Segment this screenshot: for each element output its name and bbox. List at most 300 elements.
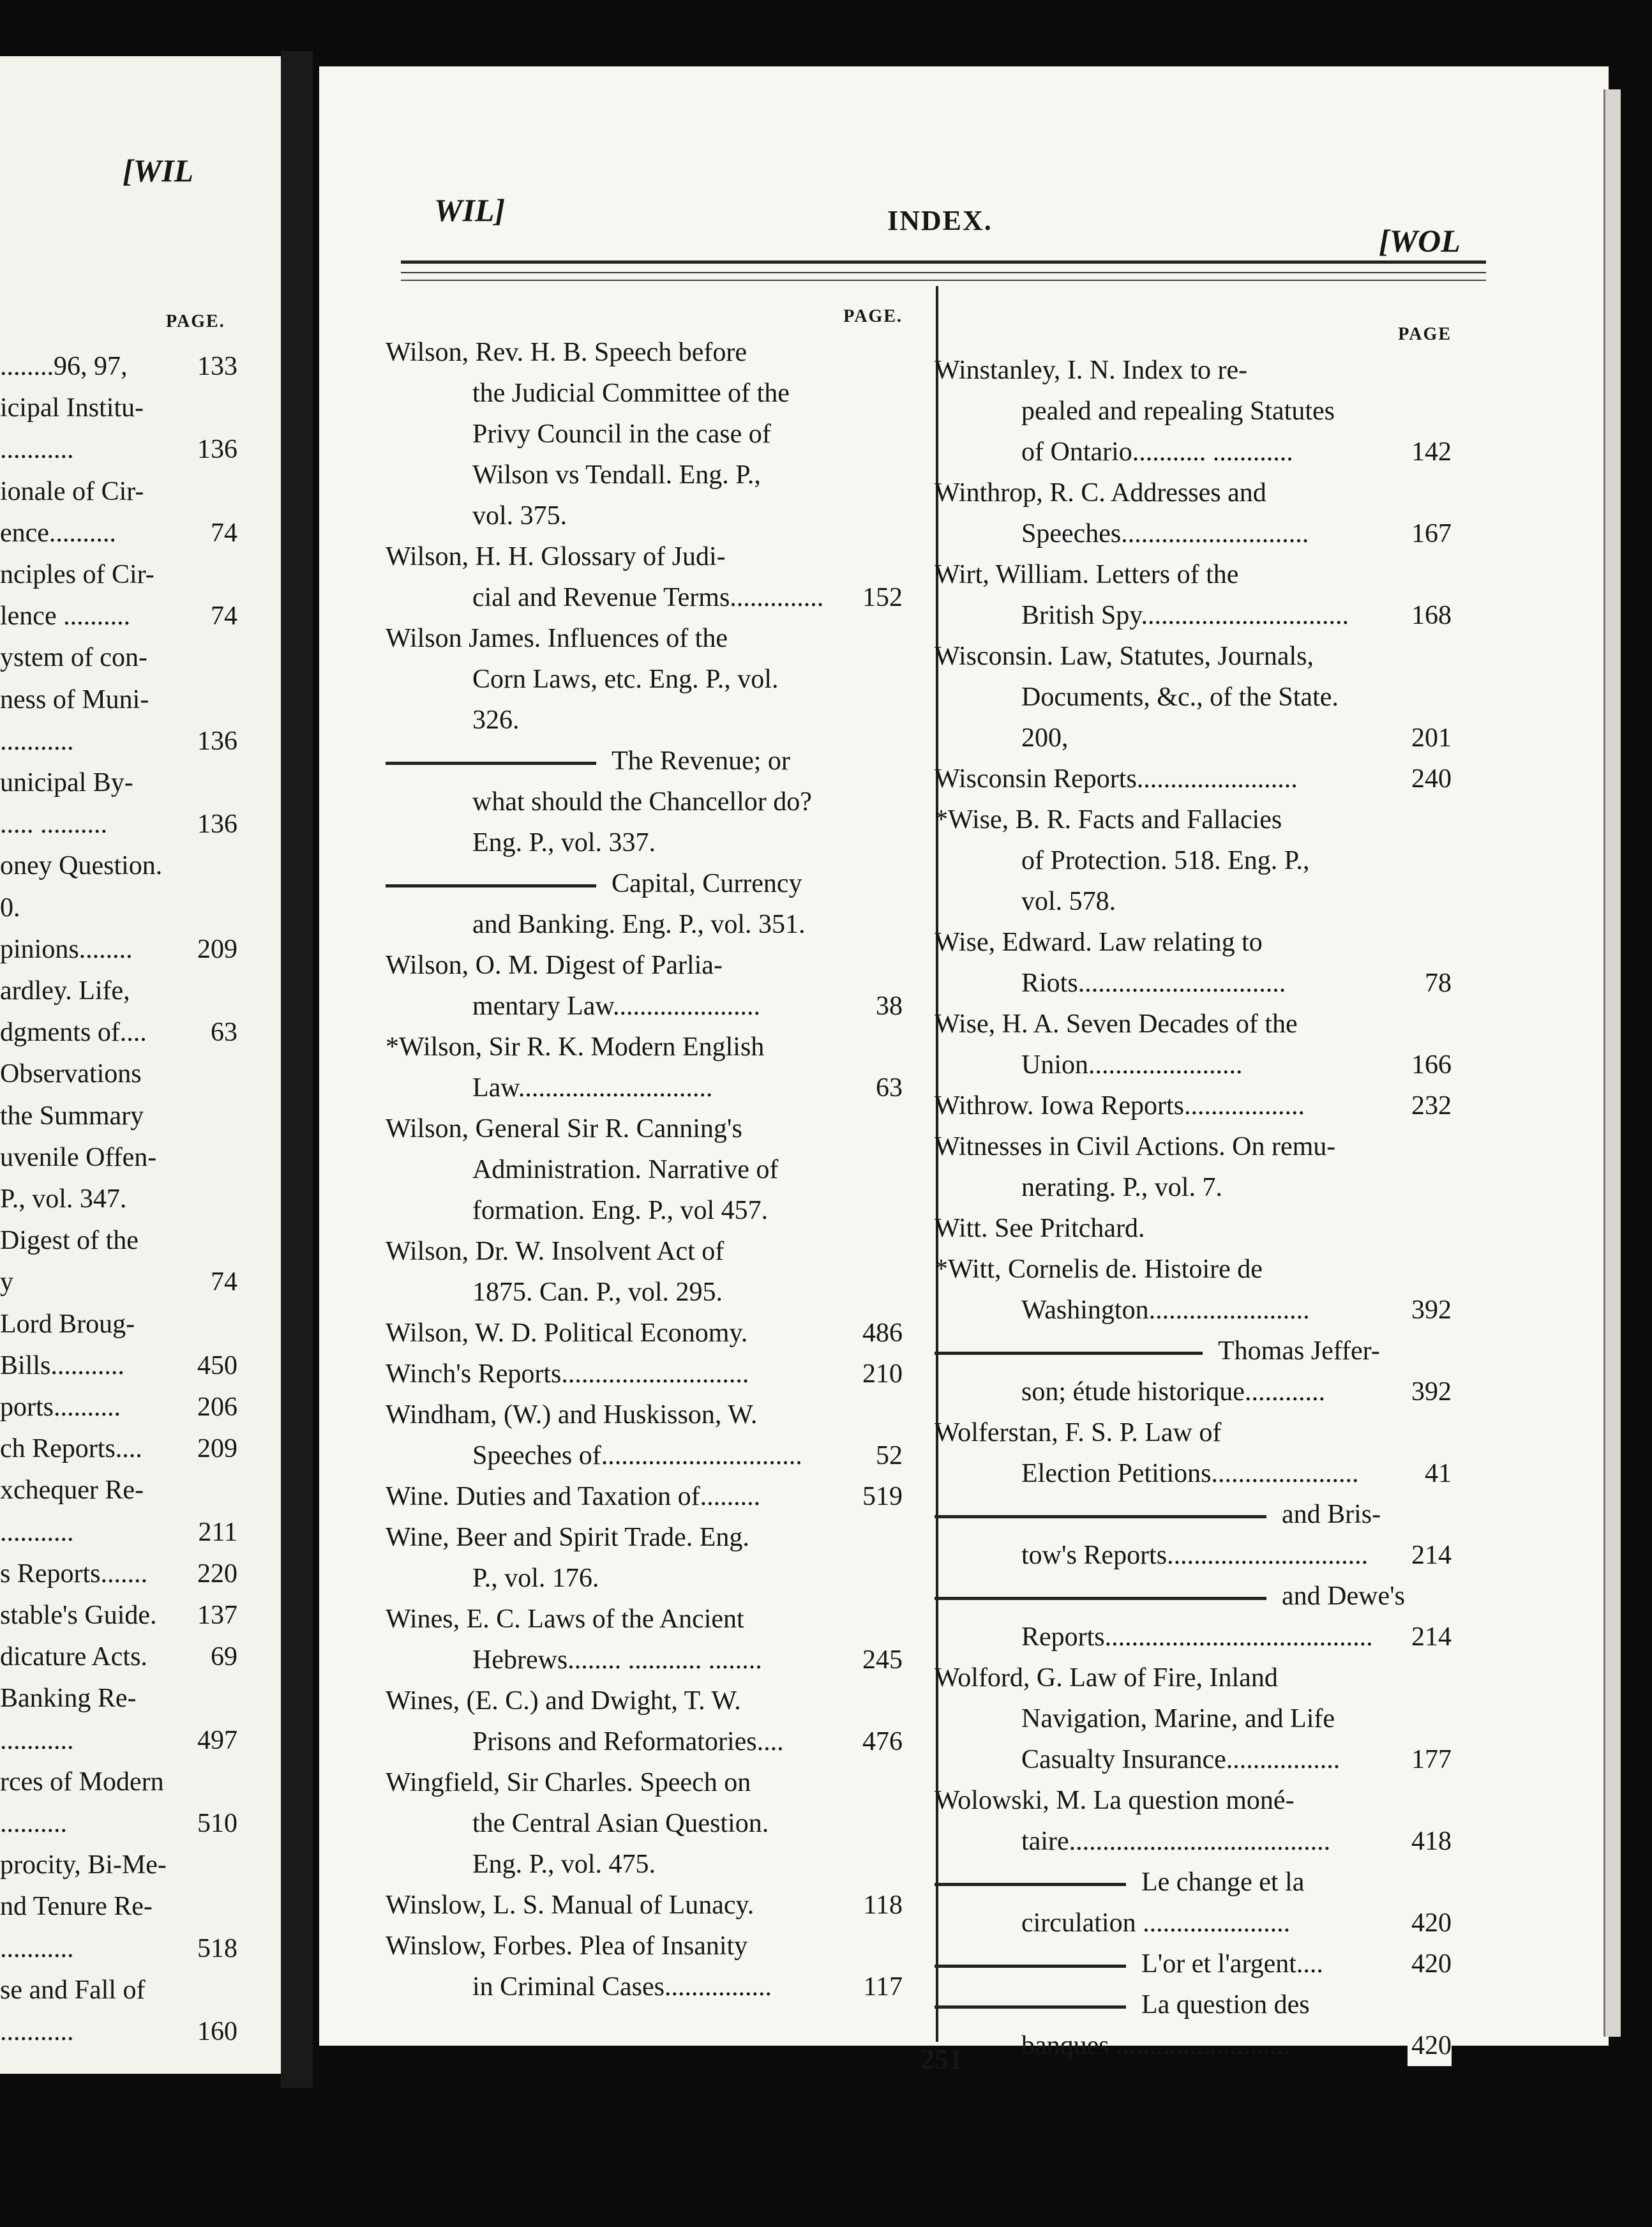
index-entry-page: 476 — [859, 1721, 903, 1762]
index-entry-continuation — [386, 495, 903, 536]
facing-page-line — [0, 1101, 237, 1131]
facing-page-line-text: 0. — [0, 893, 20, 923]
index-entry-page: 201 — [1408, 718, 1452, 759]
index-entry-text: Wilson, Rev. H. B. Speech before — [386, 338, 747, 367]
index-entry — [386, 1476, 903, 1517]
index-entry-continuation — [386, 1844, 903, 1885]
index-entry-text: Wine. Duties and Taxation of......... — [386, 1482, 761, 1511]
facing-page-line — [0, 850, 237, 881]
facing-page-line — [0, 1975, 237, 2005]
index-entry-continuation — [386, 1190, 903, 1231]
index-entry-text: Privy Council in the case of — [472, 419, 771, 449]
index-entry-text: Winch's Reports............................ — [386, 1359, 749, 1389]
facing-page-line-page: 206 — [197, 1393, 237, 1422]
facing-page-line-text: Digest of the — [0, 1226, 139, 1256]
index-entry — [386, 1231, 903, 1313]
column-page-label: PAGE. — [843, 306, 903, 326]
facing-page-line-page: 74 — [211, 518, 237, 548]
index-entry-continuation — [386, 1272, 903, 1313]
index-entry-heading — [935, 472, 1452, 513]
index-entry-continuation — [935, 513, 1452, 554]
facing-page-line — [0, 976, 237, 1006]
facing-page-running-head: [WIL — [123, 153, 194, 188]
index-entry-text: Hebrews........ ........... ........ — [472, 1645, 762, 1675]
facing-page-line — [0, 1475, 237, 1506]
index-entry — [935, 1862, 1452, 1944]
index-entry-continuation — [386, 986, 903, 1027]
facing-page-line-page: 510 — [197, 1809, 237, 1838]
facing-page-line-page: 209 — [197, 1434, 237, 1464]
index-entry-continuation — [935, 1167, 1452, 1208]
index-entry — [386, 1108, 903, 1231]
index-entry-text: Corn Laws, etc. Eng. P., vol. — [472, 665, 779, 694]
facing-page-line — [0, 726, 237, 757]
index-entry-heading — [935, 1085, 1452, 1126]
index-entry-page: 214 — [1408, 1535, 1452, 1576]
facing-page-line — [0, 1725, 237, 1756]
index-entry — [935, 1126, 1452, 1208]
index-entry-heading — [935, 1126, 1452, 1167]
facing-page-line — [0, 2016, 237, 2047]
index-entry-heading — [386, 1108, 903, 1149]
index-entry-text: Wingfield, Sir Charles. Speech on — [386, 1768, 751, 1797]
index-entry — [386, 1599, 903, 1680]
index-entry-text: L'or et l'argent.... — [1141, 1949, 1323, 1979]
index-entry-continuation — [386, 414, 903, 455]
index-entry-text: The Revenue; or — [612, 746, 790, 776]
index-entry-page: 38 — [872, 986, 903, 1027]
index-entry — [935, 1780, 1452, 1862]
index-entry-heading — [935, 1331, 1452, 1371]
facing-page-line-text: xchequer Re- — [0, 1476, 144, 1506]
index-entry — [386, 1885, 903, 1926]
index-entry — [935, 1657, 1452, 1780]
index-entry-page: 245 — [859, 1640, 903, 1680]
index-entry-text: Wilson, O. M. Digest of Parlia- — [386, 951, 723, 980]
facing-page-line-text: ........... — [0, 1517, 74, 1547]
index-entry-text: the Judicial Committee of the — [472, 379, 790, 408]
facing-page-line — [0, 1517, 237, 1548]
index-entry-text: Witnesses in Civil Actions. On remu- — [935, 1132, 1336, 1161]
index-entry-text: Wolowski, M. La question moné- — [935, 1786, 1295, 1815]
index-entry-text: cial and Revenue Terms.............. — [472, 583, 824, 612]
index-entry-page: 152 — [859, 577, 903, 618]
index-entry-continuation — [935, 2025, 1452, 2066]
facing-page-left — [0, 56, 281, 2074]
index-entry-text: Winthrop, R. C. Addresses and — [935, 478, 1266, 508]
index-entry-page: 392 — [1408, 1290, 1452, 1331]
index-entry — [935, 1249, 1452, 1331]
facing-page-line-text: rces of Modern — [0, 1767, 164, 1797]
facing-page-line-page: 518 — [197, 1933, 237, 1963]
facing-page-line-text: procity, Bi-Me- — [0, 1850, 167, 1880]
index-entry-continuation — [935, 1045, 1452, 1085]
facing-page-line — [0, 1767, 237, 1797]
index-entry-continuation — [386, 455, 903, 495]
index-entry — [935, 350, 1452, 472]
index-entry-continuation — [935, 1617, 1452, 1657]
index-entry-text: Windham, (W.) and Huskisson, W. — [386, 1400, 758, 1430]
index-entry-text: *Wilson, Sir R. K. Modern English — [386, 1032, 765, 1062]
facing-page-line-text: ........... — [0, 2017, 74, 2046]
index-entry-continuation — [386, 1967, 903, 2007]
facing-page-line — [0, 684, 237, 715]
index-entry-text: vol. 375. — [472, 501, 567, 531]
index-entry-text: Thomas Jeffer- — [1218, 1336, 1380, 1366]
facing-page-line — [0, 351, 237, 382]
index-entry — [935, 1208, 1452, 1249]
facing-page-line-text: ardley. Life, — [0, 976, 130, 1006]
facing-page-line — [0, 434, 237, 465]
index-entry-continuation — [935, 1821, 1452, 1862]
facing-page-line-text: y — [0, 1267, 13, 1297]
index-entry-text: *Witt, Cornelis de. Histoire de — [935, 1255, 1263, 1284]
index-entry-page: 41 — [1421, 1453, 1452, 1494]
index-entry-text: 326. — [472, 706, 520, 735]
facing-page-line — [0, 893, 237, 923]
index-entry-text: of Ontario........... ............ — [1021, 437, 1293, 467]
index-entry-continuation — [386, 1803, 903, 1844]
index-entry-page: 168 — [1408, 595, 1452, 636]
facing-page-line — [0, 1559, 237, 1589]
index-entry-page: 519 — [859, 1476, 903, 1517]
index-entry-text: Navigation, Marine, and Life — [1021, 1704, 1335, 1733]
facing-page-line-text: ........... — [0, 726, 74, 756]
index-entry-heading — [935, 554, 1452, 595]
index-entry-continuation — [386, 1435, 903, 1476]
column-page-label: PAGE — [1398, 324, 1452, 344]
index-entry-text: Wines, (E. C.) and Dwight, T. W. — [386, 1686, 741, 1716]
book-gutter — [281, 51, 313, 2088]
facing-page-line-text: icipal Institu- — [0, 393, 144, 423]
index-entry-continuation — [386, 577, 903, 618]
index-entry-text: taire....................................... — [1021, 1827, 1331, 1856]
index-entry-text: and Dewe's — [1282, 1582, 1405, 1611]
index-entries-right — [935, 350, 1452, 2066]
facing-page-line — [0, 767, 237, 798]
facing-page-line-text: ness of Muni- — [0, 684, 149, 714]
facing-page-line-page: 74 — [211, 1267, 237, 1297]
index-entry-heading — [386, 1313, 903, 1354]
ditto-dash — [935, 1597, 1266, 1600]
facing-page-line-text: ..... .......... — [0, 810, 107, 840]
index-entry-heading — [935, 1576, 1452, 1617]
index-entry-heading — [386, 618, 903, 659]
facing-page-line — [0, 1267, 237, 1297]
index-entry — [935, 1331, 1452, 1412]
index-entry-page: 167 — [1408, 513, 1452, 554]
index-entry-text: Casualty Insurance................. — [1021, 1745, 1340, 1774]
index-entry-heading — [386, 1599, 903, 1640]
facing-page-line-page: 74 — [211, 601, 237, 631]
index-entry-text: Wisconsin Reports........................ — [935, 764, 1298, 794]
facing-page-line-text: Banking Re- — [0, 1684, 137, 1714]
index-entry-heading — [386, 1762, 903, 1803]
index-entry-page: 214 — [1408, 1617, 1452, 1657]
index-entry-heading — [386, 1926, 903, 1967]
index-entry — [935, 1576, 1452, 1657]
index-entry — [935, 1944, 1452, 1984]
index-entry-heading — [386, 332, 903, 373]
index-entry-continuation — [935, 718, 1452, 759]
index-entry — [935, 636, 1452, 759]
index-entry-page: 232 — [1408, 1085, 1452, 1126]
facing-page-line-text: dicature Acts. — [0, 1642, 147, 1672]
ditto-dash — [935, 2005, 1126, 2009]
index-entry-page: 420 — [1408, 1944, 1452, 1984]
facing-page-line — [0, 1184, 237, 1214]
index-entry-heading — [935, 1412, 1452, 1453]
index-entry — [386, 945, 903, 1027]
index-entry-text: Wirt, William. Letters of the — [935, 560, 1239, 589]
facing-page-line-text: ch Reports.... — [0, 1434, 142, 1464]
index-entry-text: Speeches............................ — [1021, 519, 1309, 548]
facing-page-line-page: 209 — [197, 934, 237, 964]
ditto-dash — [935, 1883, 1126, 1886]
index-entry — [386, 618, 903, 741]
index-entry-heading — [386, 536, 903, 577]
index-entry-text: Wilson vs Tendall. Eng. P., — [472, 460, 761, 490]
facing-page-line-text: ........96, 97, — [0, 352, 128, 381]
index-entry-page: 418 — [1408, 1821, 1452, 1862]
index-entry-text: and Bris- — [1282, 1500, 1381, 1529]
index-entry-text: son; étude historique............ — [1021, 1377, 1325, 1407]
index-entry-continuation — [386, 781, 903, 822]
index-entry-text: Wolford, G. Law of Fire, Inland — [935, 1663, 1278, 1693]
index-entry-text: nerating. P., vol. 7. — [1021, 1173, 1222, 1202]
facing-page-line-text: ionale of Cir- — [0, 476, 144, 506]
index-entry-text: tow's Reports.............................. — [1021, 1541, 1369, 1570]
facing-page-line — [0, 393, 237, 423]
index-entry-continuation — [935, 391, 1452, 432]
index-entry-text: what should the Chancellor do? — [472, 787, 812, 817]
index-entry-page: 210 — [859, 1354, 903, 1394]
index-entry-text: in Criminal Cases................ — [472, 1972, 772, 2002]
facing-page-line-text: P., vol. 347. — [0, 1184, 127, 1214]
facing-page-line — [0, 1683, 237, 1714]
index-entry-heading — [935, 759, 1452, 799]
index-entry-text: Wines, E. C. Laws of the Ancient — [386, 1604, 744, 1634]
index-entry-continuation — [935, 595, 1452, 636]
index-entry-text: Le change et la — [1141, 1868, 1305, 1897]
index-entry-text: Speeches of.............................. — [472, 1441, 802, 1470]
index-entry-continuation — [935, 1535, 1452, 1576]
index-entry-text: La question des — [1141, 1990, 1310, 2019]
facing-page-line-text: ystem of con- — [0, 643, 147, 673]
index-entry-heading — [386, 1394, 903, 1435]
index-entry-continuation — [935, 881, 1452, 922]
facing-page-line-text: Observations — [0, 1059, 142, 1089]
facing-page-line-text: nciples of Cir- — [0, 560, 154, 589]
index-entry-continuation — [935, 432, 1452, 472]
facing-page-line-page: 63 — [211, 1018, 237, 1048]
index-entry-continuation — [386, 700, 903, 741]
index-entry-text: Withrow. Iowa Reports.................. — [935, 1091, 1305, 1121]
index-entry-heading — [935, 1862, 1452, 1903]
index-entry-heading — [935, 1004, 1452, 1045]
header-rule-secondary — [401, 272, 1486, 273]
index-entry-continuation — [935, 1371, 1452, 1412]
index-entry-continuation — [386, 1068, 903, 1108]
index-entry — [935, 1984, 1452, 2066]
facing-page-line-text: Bills........... — [0, 1350, 124, 1380]
index-entry-text: mentary Law...................... — [472, 992, 761, 1021]
index-entry-heading — [935, 1657, 1452, 1698]
facing-page-line — [0, 1850, 237, 1880]
facing-page-line — [0, 1891, 237, 1922]
index-entry-continuation — [386, 1558, 903, 1599]
index-entry-text: 1875. Can. P., vol. 295. — [472, 1278, 723, 1307]
index-entry-text: Wise, H. A. Seven Decades of the — [935, 1009, 1298, 1039]
index-entry-heading — [935, 1944, 1452, 1984]
ditto-dash — [935, 1352, 1203, 1355]
index-entry-heading — [386, 1231, 903, 1272]
index-entry-text: Winstanley, I. N. Index to re- — [935, 356, 1248, 385]
index-entry — [935, 472, 1452, 554]
index-entry — [935, 759, 1452, 799]
facing-page-line-text: Lord Broug- — [0, 1309, 135, 1339]
index-entry-text: Union....................... — [1021, 1050, 1243, 1080]
index-entry-text: Eng. P., vol. 475. — [472, 1850, 656, 1879]
index-entry-heading — [386, 1354, 903, 1394]
index-entry — [386, 1517, 903, 1599]
facing-page-line-page: 69 — [211, 1642, 237, 1672]
index-entry-continuation — [386, 1149, 903, 1190]
index-entry-text: circulation ...................... — [1021, 1908, 1291, 1938]
index-entry — [935, 1004, 1452, 1085]
index-entries-left — [386, 332, 903, 2007]
index-entry-continuation — [935, 677, 1452, 718]
index-entry-text: Eng. P., vol. 337. — [472, 828, 656, 857]
index-entry-text: Washington........................ — [1021, 1295, 1310, 1325]
index-entry-page: 486 — [859, 1313, 903, 1354]
index-entry-text: P., vol. 176. — [472, 1564, 599, 1593]
facing-page-line-page: 136 — [197, 726, 237, 756]
facing-page-line-page: 497 — [197, 1725, 237, 1755]
index-entry-heading — [935, 1208, 1452, 1249]
index-entry-heading — [935, 350, 1452, 391]
facing-page-line-text: the Summary — [0, 1101, 144, 1131]
facing-page-line — [0, 476, 237, 507]
index-entry-text: pealed and repealing Statutes — [1021, 396, 1335, 426]
facing-page-line-page: 137 — [197, 1601, 237, 1630]
facing-page-line — [0, 642, 237, 673]
index-entry-continuation — [386, 1640, 903, 1680]
index-entry-text: Riots............................... — [1021, 969, 1286, 998]
index-entry-text: Wine, Beer and Spirit Trade. Eng. — [386, 1523, 749, 1552]
page-edge — [1603, 89, 1621, 2037]
index-entry-continuation — [935, 1739, 1452, 1780]
index-entry — [935, 554, 1452, 636]
index-entry — [935, 1494, 1452, 1576]
facing-page-line — [0, 1600, 237, 1631]
facing-page-line — [0, 1433, 237, 1464]
facing-page-line — [0, 1309, 237, 1340]
index-entry — [386, 1680, 903, 1762]
facing-page-line-page: 450 — [197, 1350, 237, 1380]
facing-page-line-text: ence.......... — [0, 518, 116, 548]
facing-page-line — [0, 1017, 237, 1048]
facing-page-line — [0, 934, 237, 965]
facing-page-line-text: dgments of.... — [0, 1018, 147, 1048]
facing-page-line-page: 160 — [197, 2017, 237, 2046]
facing-page-line — [0, 1808, 237, 1839]
header-rule — [401, 260, 1486, 264]
facing-page-line-page: 136 — [197, 435, 237, 465]
facing-page-line-page: 211 — [198, 1517, 237, 1547]
index-entry — [386, 863, 903, 945]
facing-page-line-text: uvenile Offen- — [0, 1142, 157, 1172]
facing-page-line — [0, 559, 237, 590]
facing-page-line-text: s Reports....... — [0, 1559, 147, 1589]
facing-page-line-text: lence .......... — [0, 601, 131, 631]
page-number: 251 — [920, 2044, 963, 2075]
running-head-right: [WOL — [1379, 223, 1461, 259]
index-entry-continuation — [935, 840, 1452, 881]
index-entry-continuation — [935, 1698, 1452, 1739]
index-entry-page: 420 — [1408, 1903, 1452, 1944]
index-entry-page: 166 — [1408, 1045, 1452, 1085]
index-entry-text: Wilson, General Sir R. Canning's — [386, 1114, 742, 1144]
facing-page-line — [0, 1225, 237, 1256]
index-entry — [386, 1926, 903, 2007]
index-entry-text: Witt. See Pritchard. — [935, 1214, 1145, 1243]
index-entry-heading — [386, 1680, 903, 1721]
facing-page-line — [0, 1392, 237, 1423]
index-entry-text: Wolferstan, F. S. P. Law of — [935, 1418, 1222, 1447]
facing-page-line-page: 133 — [197, 352, 237, 381]
facing-page-line-text: ports.......... — [0, 1393, 121, 1422]
facing-page-line — [0, 1142, 237, 1173]
index-entry-page: 117 — [860, 1967, 903, 2007]
index-entry-text: Wilson, W. D. Political Economy. — [386, 1318, 748, 1348]
facing-page-line — [0, 809, 237, 840]
index-entry-page: 118 — [860, 1885, 903, 1926]
index-entry — [386, 1313, 903, 1354]
index-entry-continuation — [386, 1721, 903, 1762]
index-entry-continuation — [935, 1453, 1452, 1494]
index-entry-text: of Protection. 518. Eng. P., — [1021, 846, 1310, 875]
facing-page-line — [0, 1642, 237, 1672]
index-entry-text: Wilson, Dr. W. Insolvent Act of — [386, 1237, 725, 1266]
facing-page-line — [0, 518, 237, 548]
index-entry-heading — [935, 636, 1452, 677]
index-entry — [935, 1412, 1452, 1494]
index-entry-heading — [935, 1494, 1452, 1535]
index-entry-text: *Wise, B. R. Facts and Fallacies — [935, 805, 1282, 834]
ditto-dash — [386, 884, 596, 887]
index-entry — [386, 741, 903, 863]
index-entry-text: Election Petitions...................... — [1021, 1459, 1359, 1488]
facing-page-page-label: PAGE. — [166, 312, 225, 331]
index-entry-page: 78 — [1421, 963, 1452, 1004]
facing-page-line — [0, 1350, 237, 1381]
index-entry-page: 240 — [1408, 759, 1452, 799]
index-entry-heading — [386, 1517, 903, 1558]
index-entry-continuation — [935, 1903, 1452, 1944]
index-entry-text: formation. Eng. P., vol 457. — [472, 1196, 769, 1225]
facing-page-line-text: ........... — [0, 435, 74, 465]
header-rule-tertiary — [401, 280, 1486, 281]
index-entry-heading — [386, 863, 903, 904]
index-entry-page: 52 — [872, 1435, 903, 1476]
index-entry-heading — [386, 741, 903, 781]
index-entry-continuation — [386, 822, 903, 863]
index-entry-text: Wilson James. Influences of the — [386, 624, 728, 653]
index-entry-text: British Spy............................... — [1021, 601, 1349, 630]
index-entry-text: vol. 578. — [1021, 887, 1116, 916]
facing-page-line — [0, 601, 237, 631]
